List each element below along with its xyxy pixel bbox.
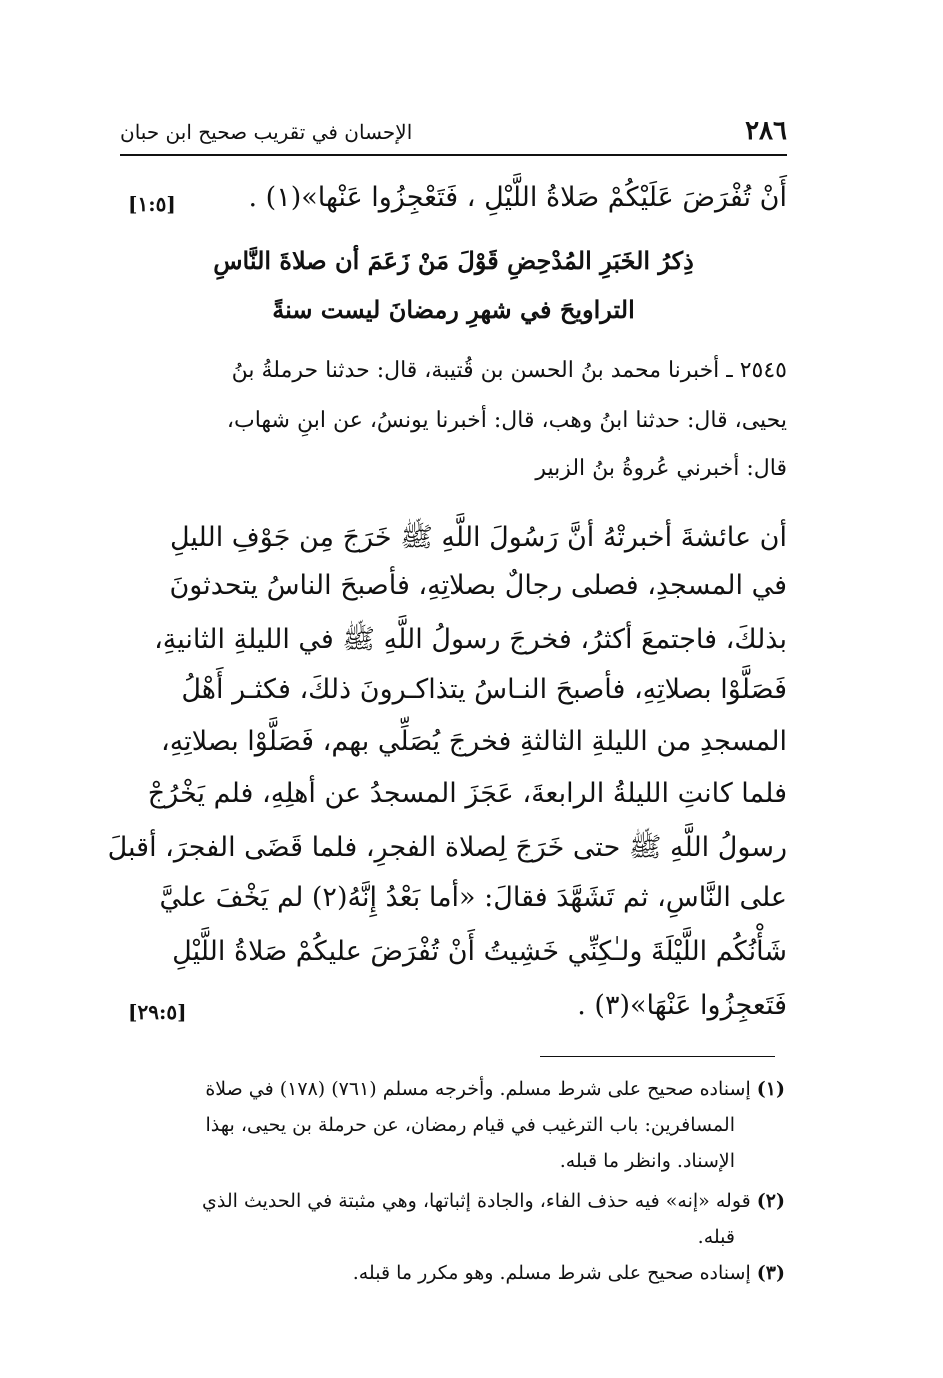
section-heading-line-2: التراويحَ في شهرِ رمضانَ ليست سنةً <box>272 295 635 324</box>
matn-line: فَتَعجِزُوا عَنْهَا»(٣) . <box>577 990 787 1021</box>
footnote-line: قبله. <box>697 1226 735 1248</box>
matn-reference: [٢٩:٥] <box>128 1000 187 1024</box>
matn-line: فلما كانتِ الليلةُ الرابعةَ، عَجَزَ المسجدُ عن أهلِهِ، فلم يَخْرُجْ <box>147 778 787 809</box>
top-reference: [١:٥] <box>128 192 176 216</box>
top-continuation-line: أَنْ تُفْرَضَ عَلَيْكُمْ صَلاةُ اللَّيْلِ ، فَتَعْجِزُوا عَنْها»(١) . <box>248 182 787 213</box>
footnote-rule <box>540 1056 775 1057</box>
footnote-number: (١) <box>756 1078 785 1100</box>
footnote-text: إسناده صحيح على شرط مسلم. وهو مكرر ما قبله. <box>352 1262 751 1284</box>
footnote-number: (٢) <box>756 1190 785 1212</box>
matn-line: فَصَلَّوْا بصلاتِهِ، فأصبحَ النـاسُ يتذاكـرونَ ذلكَ، فكثـر أَهْلُ <box>181 674 787 705</box>
matn-line: شَأْنُكُم اللَّيْلَةَ ولـٰكِنِّي خَشِيتُ أَنْ تُفْرَضَ عليكُمْ صَلاةُ اللَّيْلِ <box>172 936 787 967</box>
footnote-2 <box>120 1190 785 1212</box>
footnote-line: المسافرين: باب الترغيب في قيام رمضان، عن حرملة بن يحيى، بهذا <box>205 1114 735 1136</box>
header-rule <box>120 154 787 156</box>
section-heading-line-1: ذِكرُ الخَبَرِ المُدْحِضِ قَوْلَ مَنْ زَعَمَ أن صلاةَ النَّاسِ <box>213 246 694 275</box>
matn-line: بذلكَ، فاجتمعَ أكثرُ، فخرجَ رسولُ اللَّهِ ﷺ في الليلةِ الثانيةِ، <box>154 624 787 655</box>
running-title: الإحسان في تقريب صحيح ابن حبان <box>120 120 413 144</box>
footnote-3 <box>120 1262 785 1284</box>
footnote-text: قوله «إنه» فيه حذف الفاء، والجادة إثباتها، وهي مثبتة في الحديث الذي <box>202 1190 751 1212</box>
matn-line: رسولُ اللَّهِ ﷺ حتى خَرَجَ لِصلاة الفجرِ، فلما قَضَى الفجرَ، أقبلَ <box>107 832 787 863</box>
footnote-number: (٣) <box>756 1262 785 1284</box>
isnad-line: قال: أخبرني عُروةُ بنُ الزبير <box>535 456 787 481</box>
page-number: ٢٨٦ <box>745 116 787 146</box>
isnad-line: ٢٥٤٥ ـ أخبرنا محمد بنُ الحسن بن قُتيبة، قال: حدثنا حرملةُ بنُ <box>231 358 787 383</box>
matn-line: أن عائشةَ أخبرتْهُ أنَّ رَسُولَ اللَّهِ ﷺ خَرَجَ مِن جَوْفِ الليلِ <box>169 522 787 553</box>
footnote-line: الإسناد. وانظر ما قبله. <box>559 1150 735 1172</box>
footnote-text: إسناده صحيح على شرط مسلم. وأخرجه مسلم (٧٦١) (١٧٨) في صلاة <box>205 1078 751 1100</box>
isnad-line: يحيى، قال: حدثنا ابنُ وهب، قال: أخبرنا يونسُ، عن ابنِ شهاب، <box>226 408 787 433</box>
page-header <box>120 112 787 152</box>
matn-line: المسجدِ من الليلةِ الثالثةِ فخرجَ يُصَلِّي بهم، فَصَلَّوْا بصلاتِهِ، <box>160 726 787 757</box>
footnote-1 <box>120 1078 785 1100</box>
matn-line: في المسجدِ، فصلى رجالٌ بصلاتِهِ، فأصبحَ الناسُ يتحدثونَ <box>169 570 787 601</box>
matn-line: على النَّاسِ، ثم تَشَهَّدَ فقالَ: «أما بَعْدُ إِنَّهُ(٢) لم يَخْفَ عليَّ <box>159 882 787 913</box>
